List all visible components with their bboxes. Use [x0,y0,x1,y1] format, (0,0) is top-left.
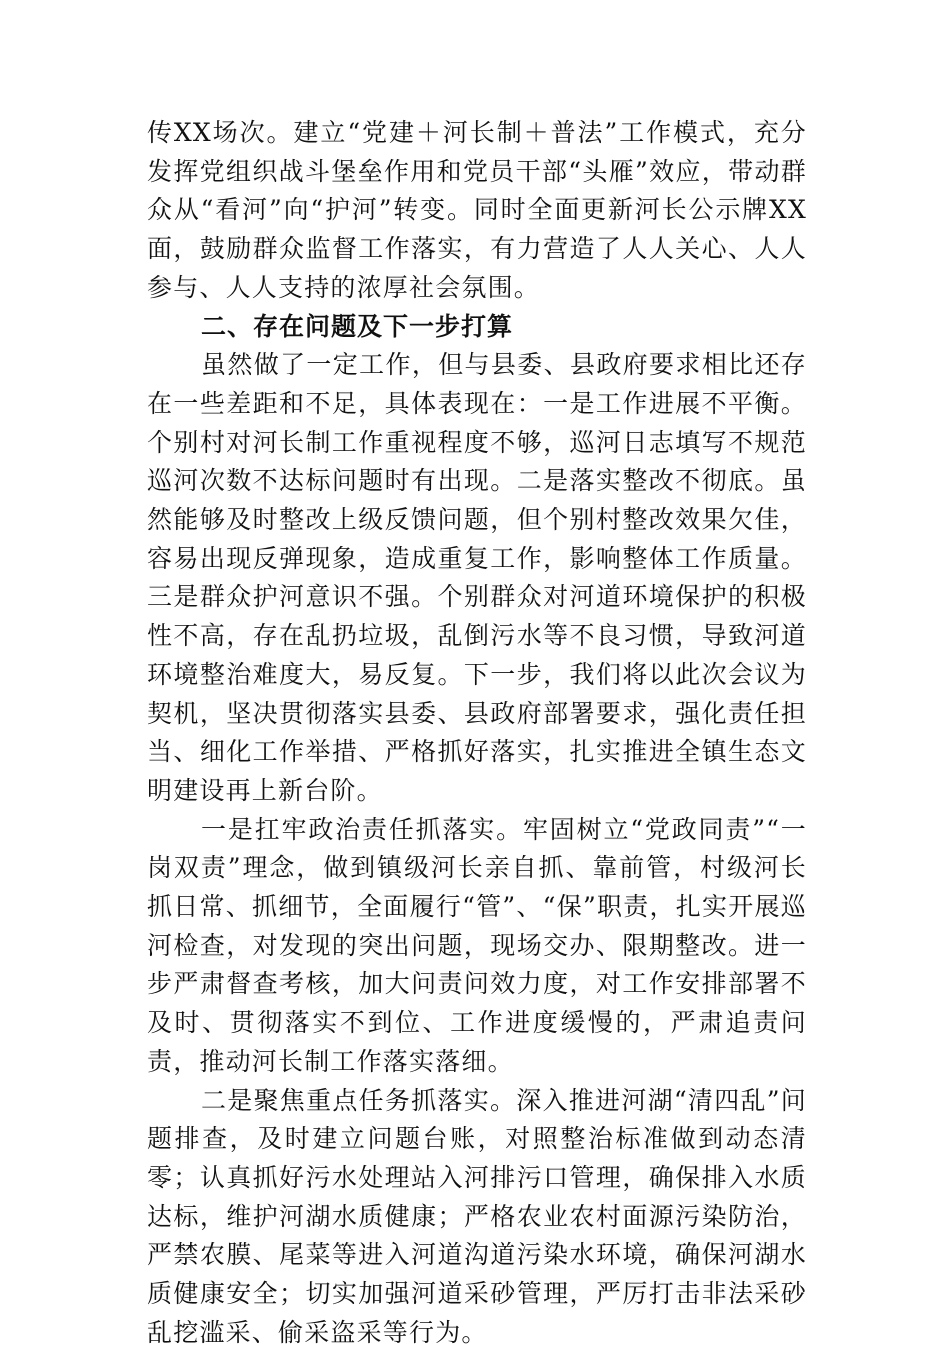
paragraph-problems: 虽然做了一定工作，但与县委、县政府要求相比还存在一些差距和不足，具体表现在：一是工作进展不平衡。个别村对河长制工作重视程度不够，巡河日志填写不规范巡河次数不达标问题时有出现。二是落实整改不彻底。虽然能够及时整改上级反馈问题，但个别村整改效果欠佳，容易出现反弹现象，造成重复工作，影响整体工作质量。三是群众护河意识不强。个别群众对河道环境保护的积极性不高，存在乱扔垃圾，乱倒污水等不良习惯，导致河道环境整治难度大，易反复。下一步，我们将以此次会议为契机，坚决贯彻落实县委、县政府部署要求，强化责任担当、细化工作举措、严格抓好落实，扎实推进全镇生态文明建设再上新台阶。 [147,350,807,805]
document-body [147,114,807,1353]
section-heading: 二、存在问题及下一步打算 [201,311,514,341]
paragraph-continuation: 传XX场次。建立“党建＋河长制＋普法”工作模式，充分发挥党组织战斗堡垒作用和党员干部“头雁”效应，带动群众从“看河”向“护河”转变。同时全面更新河长公示牌XX面，鼓励群众监督工作落实，有力营造了人人关心、人人参与、人人支持的浓厚社会氛围。 [147,118,807,302]
paragraph-measure-one: 一是扛牢政治责任抓落实。牢固树立“党政同责”“一岗双责”理念，做到镇级河长亲自抓、靠前管，村级河长抓日常、抓细节，全面履行“管”、“保”职责，扎实开展巡河检查，对发现的突出问题，现场交办、限期整改。进一步严肃督查考核，加大问责问效力度，对工作安排部署不及时、贯彻落实不到位、工作进度缓慢的，严肃追责问责，推动河长制工作落实落细。 [147,814,807,1076]
paragraph-measure-two: 二是聚焦重点任务抓落实。深入推进河湖“清四乱”问题排查，及时建立问题台账，对照整治标准做到动态清零；认真抓好污水处理站入河排污口管理，确保排入水质达标，维护河湖水质健康；严格农业农村面源污染防治，严禁农膜、尾菜等进入河道沟道污染水环境，确保河湖水质健康安全；切实加强河道采砂管理，严厉打击非法采砂乱挖滥采、偷采盗采等行为。 [147,1085,807,1347]
